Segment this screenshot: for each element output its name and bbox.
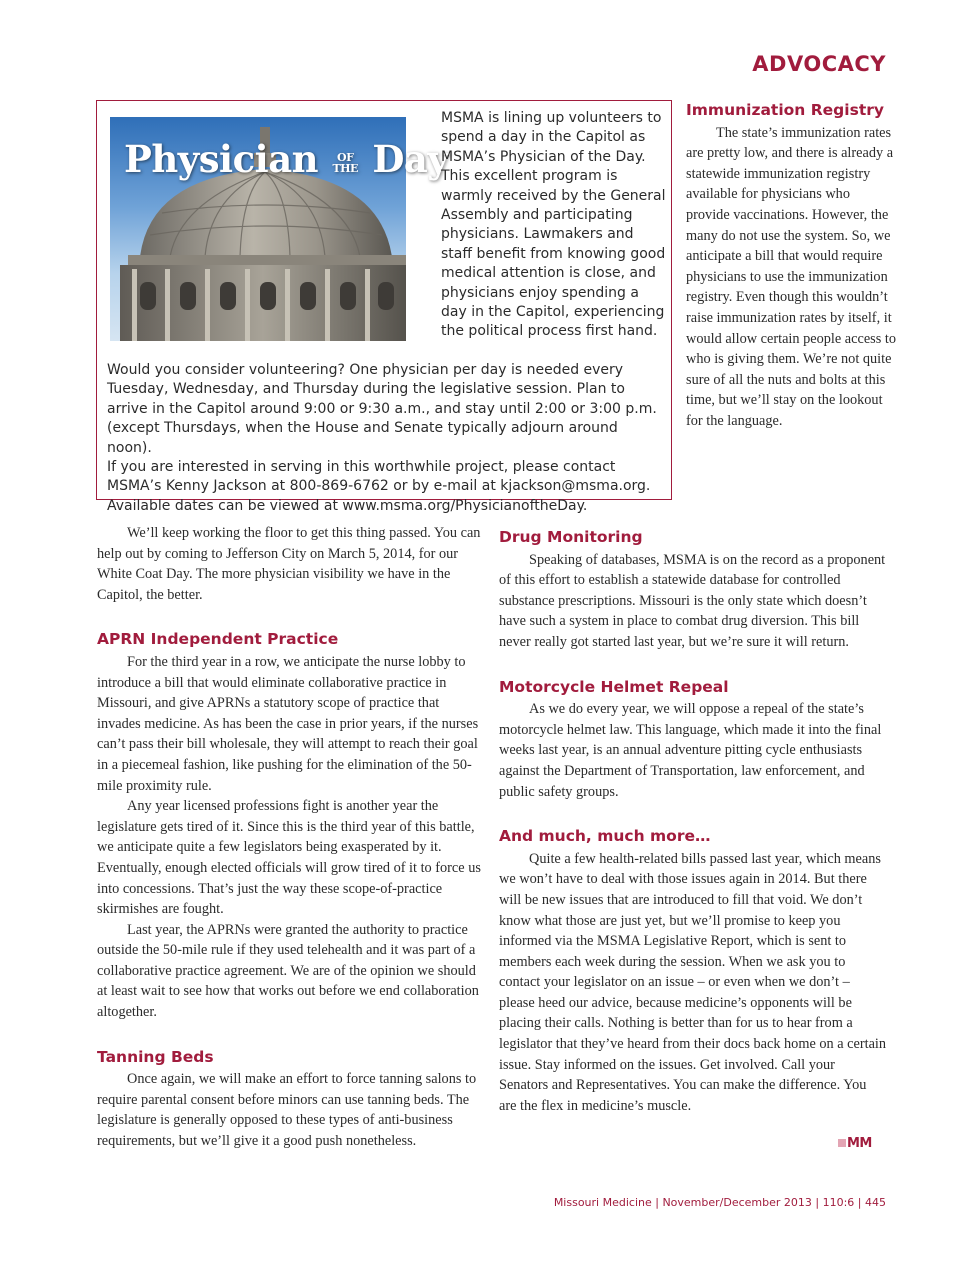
page-footer: Missouri Medicine | November/December 2013 | 110:6 | 445 [553,1196,886,1209]
aprn-paragraph-3: Last year, the APRNs were granted the authority to practice outside the 50-mile rule if they used telehealth and it was part of a collaborative practice agreement. We are of the opinion we should at least wait to see how that works out before we end collaboration altogether. [97,921,479,1021]
volunteer-paragraph: Would you consider volunteering? One physician per day is needed every Tuesday, Wednesday, and Thursday during the legislative session. Plan to arrive in the Capitol around 9:00 or 9:30 a.m., and stay until 2:00 or 3:00 p.m. (except Thursdays, when the House and Senate typically adjourn around noon). [107,362,657,456]
end-mark [838,1134,872,1152]
physician-of-the-day-logo: Physician OF THE Day [124,137,449,181]
capitol-dome-image [110,117,449,341]
helmet-paragraph: As we do every year, we will oppose a repeal of the state’s motorcycle helmet law. This language, which made it into the final weeks last year, is an annual adventure pitting cycle enthusiasts against the Department of Transportation, law enforcement, and public safety groups. [499,701,882,800]
left-column [97,523,482,1152]
contact-paragraph: If you are interested in serving in this worthwhile project, please contact MSMA’s Kenny Jackson at 800-869-6762 or by e-mail at kjackson@msma.org. Available dates can be viewed at www.msma.org/PhysicianoftheDay. [107,459,651,514]
end-mark-logo: MM [847,1136,872,1151]
physician-of-the-day-box [96,100,672,514]
of-the-label: OF THE [332,150,358,175]
aprn-paragraph-1: For the third year in a row, we anticipate the nurse lobby to introduce a bill that would eliminate collaborative practice in Missouri, and give APRNs a statutory scope of practice that invades medicine. As has been the case in prior years, if the nurses can’t pass their bill wholesale, they will attempt to reach their goal in a piecemeal fashion, like pushing for the elimination of the 50-mile proximity rule. [97,653,479,794]
aprn-heading: APRN Independent Practice [97,630,339,649]
immunization-section [686,100,896,432]
much-more-heading: And much, much more… [499,827,711,846]
immunization-heading: Immunization Registry [686,101,884,119]
right-column [499,527,887,1116]
section-header: ADVOCACY [752,52,886,76]
white-coat-day-paragraph: We’ll keep working the floor to get this thing passed. You can help out by coming to Jefferson City on March 5, 2014, for our White Coat Day. The more physician visibility we have in the Capitol, the better. [97,525,481,603]
much-more-paragraph: Quite a few health-related bills passed last year, which means we won’t have to deal with those issues again in 2014. But there will be new issues that are introduced to fill that void. We don’t know what those are just yet, but we’ll promise to keep you informed via the MSMA Legislative Report, which is sent to members each week during the session. When we ask you to contact your legislator on an issue – or even when we don’t – please heed our advice, because medicine’s opponents will be placing their calls. Nothing is better than for us to hear from a legislator that they’ve heard from their docs back home on a certain issue. Stay informed on the issues. Get involved. Call your Senators and Representatives. You can make the difference. You are the flex in medicine’s muscle. [499,850,887,1114]
volunteer-info [107,361,667,516]
end-mark-bar [838,1139,846,1147]
tanning-heading: Tanning Beds [97,1047,214,1066]
aprn-paragraph-2: Any year licensed professions fight is another year the legislature gets tired of it. Since this is the third year of this battle, we anticipate quite a few legislators being exasperated by it. Eventually, enough elected officials will grow tired of it to force us into concessions. That’s just the way these scope-of-practice skirmishes are fought. [97,798,481,918]
immunization-text: The state’s immunization rates are pretty low, and there is already a statewide immunization registry available for physicians who provide vaccinations. However, the many do not use the system. So, we anticipate a bill that would require physicians to use the immunization registry. Even though this wouldn’t raise immunization rates by itself, it would allow certain people access to who is giving them. We’re not quite sure of all the nuts and bolts at this time, but we’ll stay on the lookout for the language. [686,124,897,429]
helmet-heading: Motorcycle Helmet Repeal [499,677,729,696]
tanning-paragraph: Once again, we will make an effort to force tanning salons to require parental consent before minors can use tanning beds. The legislature is generally opposed to these types of anti-business requirements, but we’ll give it a good push nonetheless. [97,1071,477,1150]
drug-monitoring-paragraph: Speaking of databases, MSMA is on the record as a proponent of this effort to establish a statewide database for controlled substance prescriptions. Missouri is the only state which doesn’t have such a system in place to combat drug diversion. This bill never really got started last year, but we’re sure it will return. [499,551,886,650]
drug-monitoring-heading: Drug Monitoring [499,528,643,546]
program-intro: MSMA is lining up volunteers to spend a day in the Capitol as MSMA’s Physician of the Day. This excellent program is warmly received by the General Assembly and participating physicians. Lawmakers and staff benefit from knowing good medical attention is close, and physicians enjoy spending a day in the Capitol, experiencing the political process first hand. [441,110,666,340]
